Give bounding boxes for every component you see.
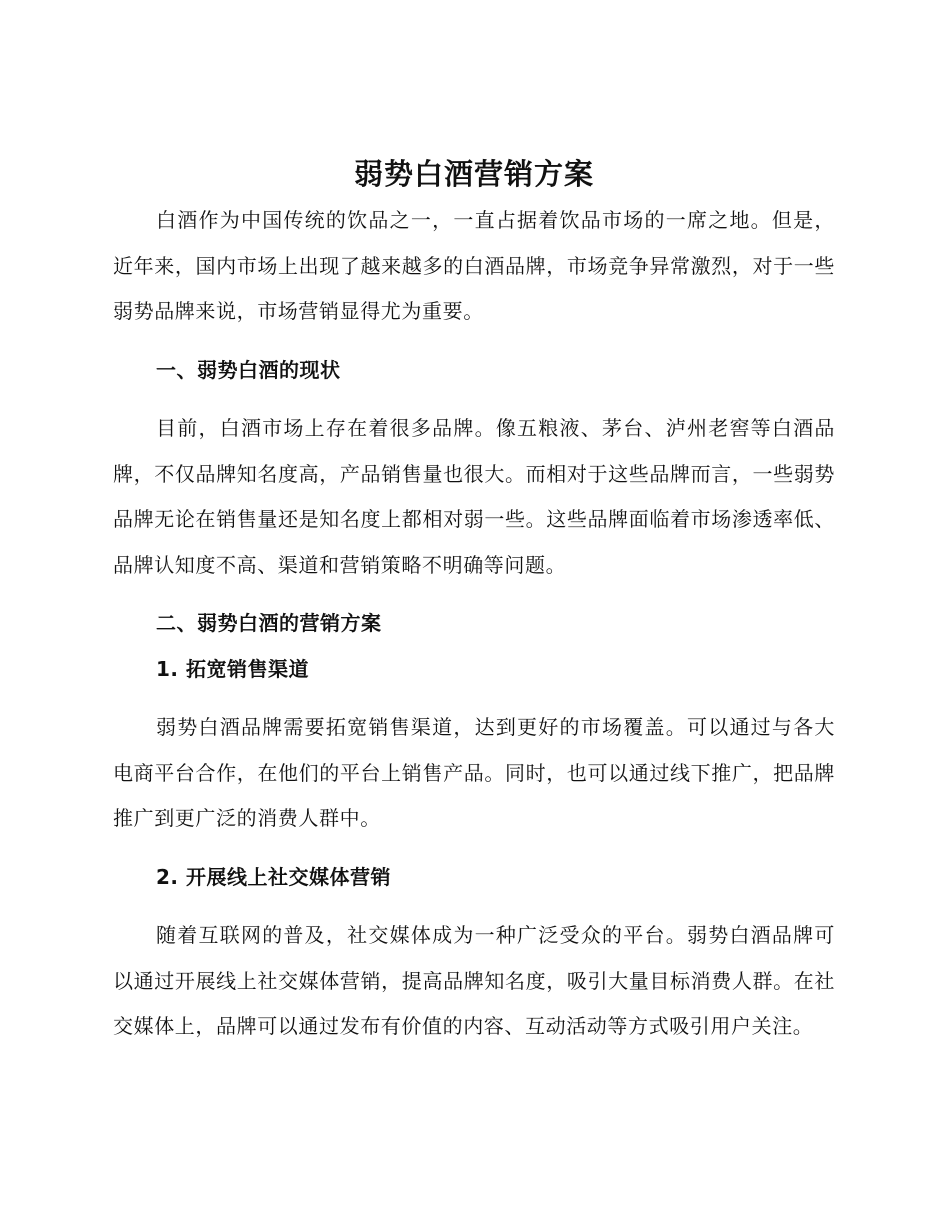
intro-paragraph: 白酒作为中国传统的饮品之一，一直占据着饮品市场的一席之地。但是，近年来，国内市场上出现了越来越多的白酒品牌，市场竞争异常激烈，对于一些弱势品牌来说，市场营销显得尤为重要。 xyxy=(113,208,835,323)
subsection-2-paragraph: 随着互联网的普及，社交媒体成为一种广泛受众的平台。弱势白酒品牌可以通过开展线上社交媒体营销，提高品牌知名度，吸引大量目标消费人群。在社交媒体上，品牌可以通过发布有价值的内容、互动活动等方式吸引用户关注。 xyxy=(113,923,835,1038)
section-1-paragraph: 目前，白酒市场上存在着很多品牌。像五粮液、茅台、泸州老窖等白酒品牌，不仅品牌知名度高，产品销售量也很大。而相对于这些品牌而言，一些弱势品牌无论在销售量还是知名度上都相对弱一些。这些品牌面临着市场渗透率低、品牌认知度不高、渠道和营销策略不明确等问题。 xyxy=(113,416,835,577)
section-1-heading: 一、弱势白酒的现状 xyxy=(156,357,341,382)
document-title: 弱势白酒营销方案 xyxy=(353,157,594,191)
subsection-1-paragraph: 弱势白酒品牌需要拓宽销售渠道，达到更好的市场覆盖。可以通过与各大电商平台合作，在他们的平台上销售产品。同时，也可以通过线下推广，把品牌推广到更广泛的消费人群中。 xyxy=(113,715,835,830)
subsection-2-heading: 2. 开展线上社交媒体营销 xyxy=(156,864,391,889)
section-2-heading: 二、弱势白酒的营销方案 xyxy=(156,611,382,635)
subsection-1-heading: 1. 拓宽销售渠道 xyxy=(156,656,309,681)
document-page xyxy=(113,148,835,1050)
